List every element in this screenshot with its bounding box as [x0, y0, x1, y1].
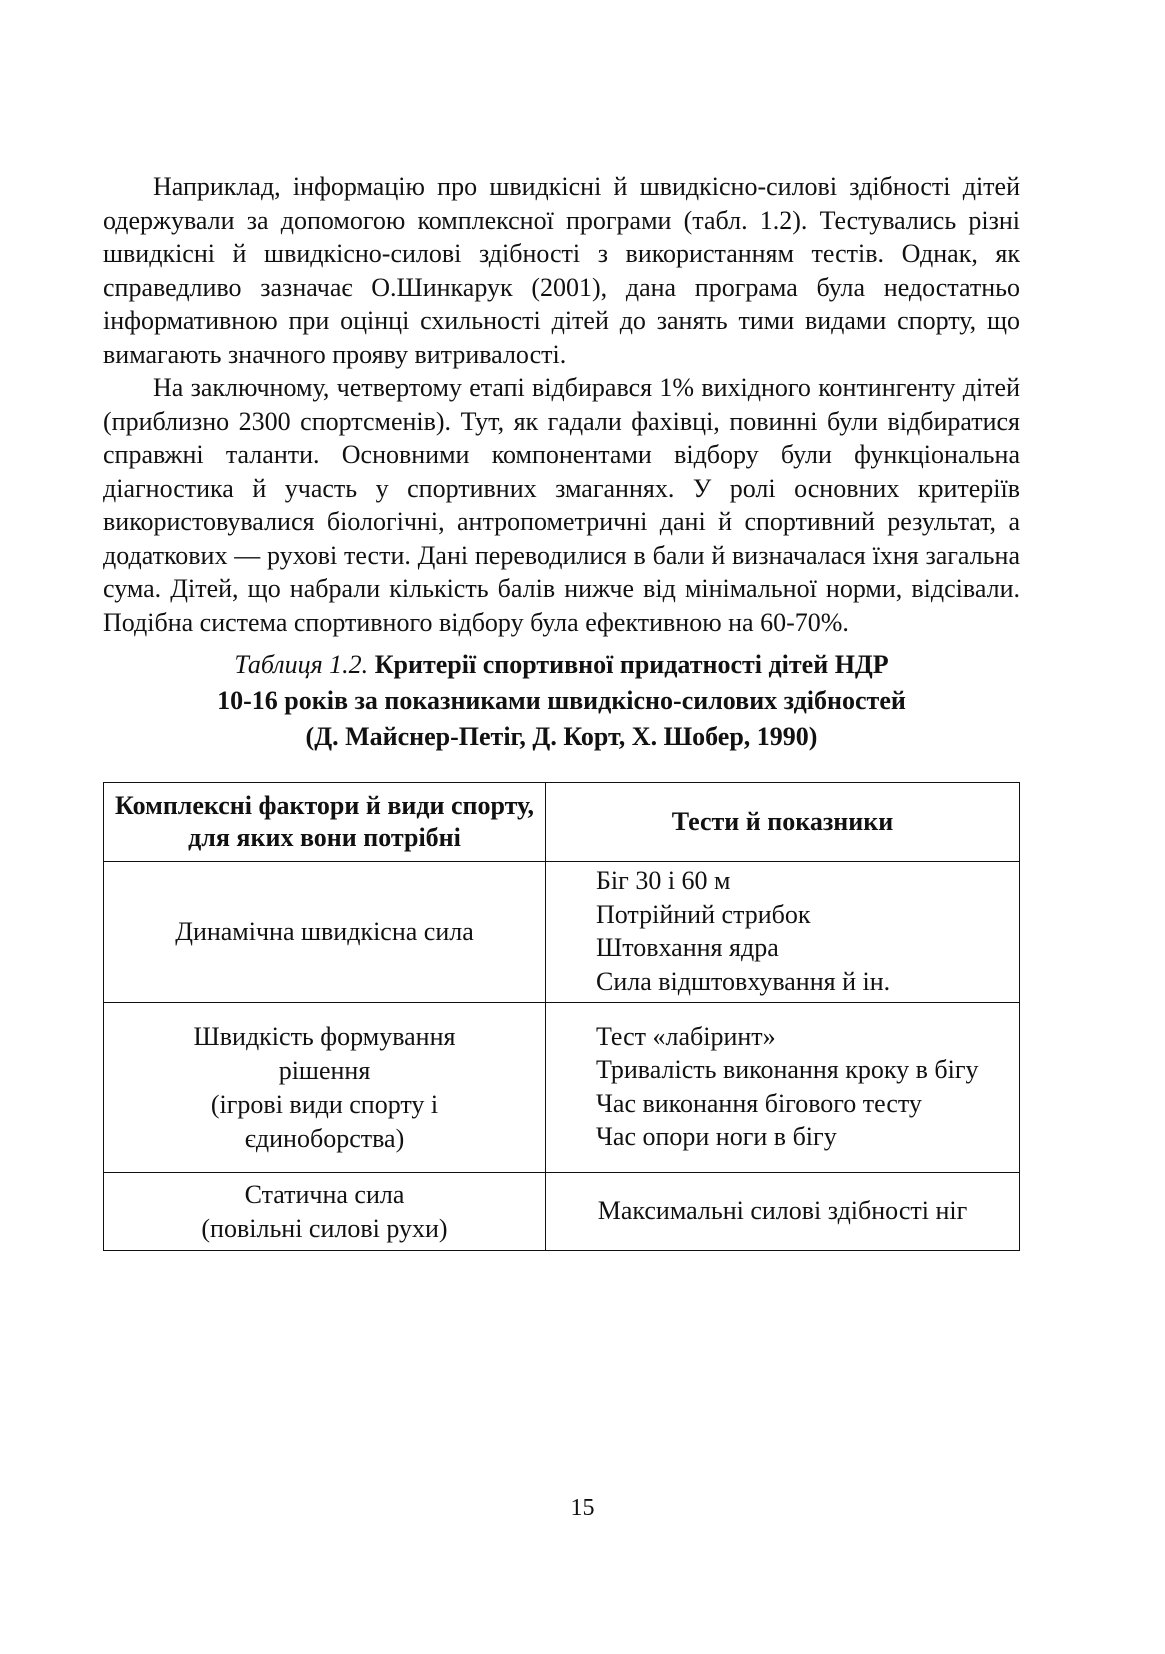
- test-item: Максимальні силові здібності ніг: [597, 1195, 968, 1225]
- test-item: Штовхання ядра: [596, 933, 779, 962]
- paragraph-1: Наприклад, інформацію про швидкісні й швидкісно-силові здібності дітей одержували за допомогою комплексної програми (табл. 1.2). Тестувались різні швидкісні й швидкісно-силові здібності з використанням тестів. Однак, як справедливо зазначає О.Шинкарук (2001), дана програма була недостатньо інформативною при оцінці схильності дітей до занять тими видами спорту, що вимагають значного прояву витривалості.: [103, 172, 1020, 369]
- paragraph-2: На заключному, четвертому етапі відбирався 1% вихідного контингенту дітей (приблизно 2300 спортсменів). Тут, як гадали фахівці, повинні були відбиратися справжні таланти. Основними компонентами відбору були функціональна діагностика й участь у спортивних змаганнях. У ролі основних критеріїв використовувалися біологічні, антропометричні дані й спортивний результат, а додаткових — рухові тести. Дані переводилися в бали й визначалася їхня загальна сума. Дітей, що набрали кількість балів нижче від мінімальної норми, відсівали. Подібна система спортивного відбору була ефективною на 60-70%.: [103, 373, 1020, 637]
- test-item: Біг 30 і 60 м: [596, 866, 731, 895]
- page-number: 15: [570, 1495, 595, 1521]
- factor-line: Статична сила: [244, 1179, 405, 1209]
- test-item: Сила відштовхування й ін.: [596, 966, 891, 996]
- test-item: Тривалість виконання кроку в бігу: [596, 1055, 979, 1084]
- table-caption: [103, 647, 1020, 755]
- table-caption-label: Таблиця 1.2.: [234, 650, 369, 679]
- factor-line: (повільні силові рухи): [201, 1213, 448, 1243]
- tests-cell: [546, 1003, 1020, 1173]
- table-caption-title-2: 10-16 років за показниками швидкісно-силових здібностей: [217, 686, 906, 715]
- table-caption-title-3: (Д. Майснер-Петіг, Д. Корт, Х. Шобер, 1990): [305, 722, 818, 751]
- table-row: [104, 1003, 1020, 1173]
- factor-line: Швидкість формування рішення: [193, 1021, 456, 1085]
- header-tests: Тести й показники: [546, 783, 1020, 862]
- tests-cell: [546, 1173, 1020, 1251]
- page-content: [103, 170, 1020, 1251]
- table-header-row: [104, 783, 1020, 862]
- test-item: Час опори ноги в бігу: [596, 1122, 837, 1151]
- factor-line: Динамічна швидкісна сила: [175, 917, 474, 946]
- test-item: Час виконання бігового тесту: [596, 1088, 922, 1118]
- factor-line: (ігрові види спорту і єдиноборства): [210, 1089, 439, 1153]
- table-caption-title-1: Критерії спортивної придатності дітей НДР: [374, 650, 889, 679]
- header-factors: Комплексні фактори й види спорту, для яких вони потрібні: [104, 783, 546, 862]
- factor-cell: [104, 1003, 546, 1173]
- factor-cell: [104, 1173, 546, 1251]
- test-item: Потрійний стрибок: [596, 899, 811, 929]
- criteria-table: [103, 782, 1020, 1251]
- table-row: [104, 862, 1020, 1003]
- test-item: Тест «лабіринт»: [596, 1021, 776, 1051]
- tests-cell: [546, 862, 1020, 1003]
- factor-cell: [104, 862, 546, 1003]
- table-row: [104, 1173, 1020, 1251]
